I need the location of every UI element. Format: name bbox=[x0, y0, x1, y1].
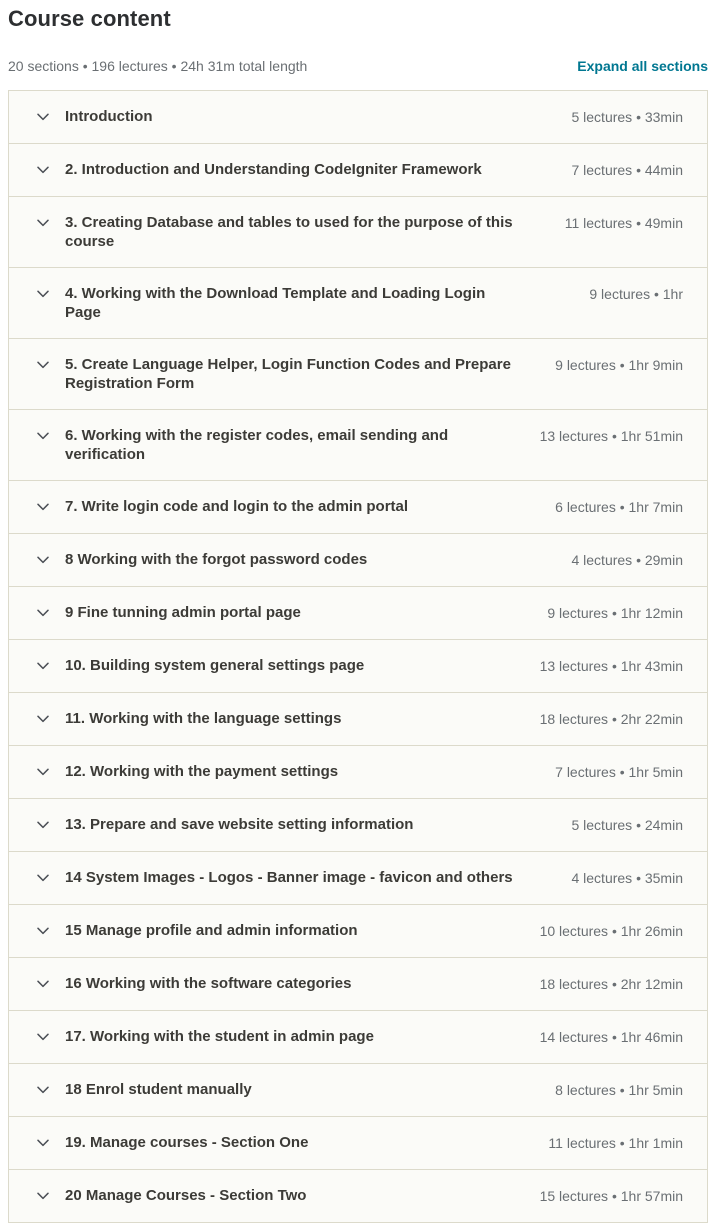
chevron-down-icon bbox=[37, 107, 49, 126]
section-title: 11. Working with the language settings bbox=[65, 710, 342, 727]
section-title: 17. Working with the student in admin page bbox=[65, 1028, 374, 1045]
section-meta: 7 lectures • 1hr 5min bbox=[555, 764, 683, 780]
section-row[interactable] bbox=[9, 745, 707, 798]
section-row[interactable] bbox=[9, 480, 707, 533]
section-title: 20 Manage Courses - Section Two bbox=[65, 1187, 307, 1204]
chevron-down-icon bbox=[37, 426, 49, 445]
section-meta: 9 lectures • 1hr bbox=[589, 286, 683, 302]
chevron-down-icon bbox=[37, 1186, 49, 1205]
section-title: 4. Working with the Download Template and Loading Login Page bbox=[65, 285, 486, 321]
chevron-down-icon bbox=[37, 709, 49, 728]
section-row[interactable] bbox=[9, 692, 707, 745]
chevron-down-icon bbox=[37, 656, 49, 675]
section-meta: 13 lectures • 1hr 51min bbox=[539, 428, 683, 444]
chevron-down-icon bbox=[37, 921, 49, 940]
section-row[interactable] bbox=[9, 904, 707, 957]
chevron-down-icon bbox=[37, 355, 49, 374]
section-meta: 11 lectures • 49min bbox=[564, 215, 683, 231]
section-meta: 9 lectures • 1hr 9min bbox=[555, 357, 683, 373]
section-meta: 7 lectures • 44min bbox=[571, 162, 683, 178]
course-summary: 20 sections • 196 lectures • 24h 31m total length bbox=[8, 58, 308, 74]
section-title: 6. Working with the register codes, email sending and verification bbox=[65, 427, 449, 463]
chevron-down-icon bbox=[37, 1133, 49, 1152]
section-title: 3. Creating Database and tables to used for the purpose of this course bbox=[65, 214, 513, 250]
section-row[interactable] bbox=[9, 143, 707, 196]
section-meta: 11 lectures • 1hr 1min bbox=[548, 1135, 683, 1151]
section-row[interactable] bbox=[9, 957, 707, 1010]
section-row[interactable] bbox=[9, 267, 707, 338]
section-row[interactable] bbox=[9, 1010, 707, 1063]
section-row[interactable] bbox=[9, 639, 707, 692]
section-title: 18 Enrol student manually bbox=[65, 1081, 252, 1098]
chevron-down-icon bbox=[37, 868, 49, 887]
section-row[interactable] bbox=[9, 1169, 707, 1222]
section-title: Introduction bbox=[65, 108, 153, 125]
section-title: 7. Write login code and login to the admin portal bbox=[65, 498, 409, 515]
chevron-down-icon bbox=[37, 603, 49, 622]
chevron-down-icon bbox=[37, 815, 49, 834]
section-title: 16 Working with the software categories bbox=[65, 975, 352, 992]
section-meta: 10 lectures • 1hr 26min bbox=[539, 923, 683, 939]
section-meta: 8 lectures • 1hr 5min bbox=[555, 1082, 683, 1098]
course-content-list bbox=[8, 90, 708, 1223]
section-meta: 18 lectures • 2hr 22min bbox=[539, 711, 683, 727]
chevron-down-icon bbox=[37, 974, 49, 993]
chevron-down-icon bbox=[37, 497, 49, 516]
section-meta: 4 lectures • 29min bbox=[571, 552, 683, 568]
section-title: 13. Prepare and save website setting information bbox=[65, 816, 414, 833]
section-title: 2. Introduction and Understanding CodeIgniter Framework bbox=[65, 161, 482, 178]
section-title: 19. Manage courses - Section One bbox=[65, 1134, 309, 1151]
section-row[interactable] bbox=[9, 851, 707, 904]
chevron-down-icon bbox=[37, 1080, 49, 1099]
section-row[interactable] bbox=[9, 409, 707, 480]
section-row[interactable] bbox=[9, 586, 707, 639]
section-title: 8 Working with the forgot password codes bbox=[65, 551, 368, 568]
section-meta: 13 lectures • 1hr 43min bbox=[539, 658, 683, 674]
section-meta: 15 lectures • 1hr 57min bbox=[539, 1188, 683, 1204]
page-title: Course content bbox=[8, 6, 171, 31]
section-meta: 6 lectures • 1hr 7min bbox=[555, 499, 683, 515]
section-meta: 14 lectures • 1hr 46min bbox=[539, 1029, 683, 1045]
section-title: 5. Create Language Helper, Login Function Codes and Prepare Registration Form bbox=[65, 356, 511, 392]
summary-bar bbox=[8, 58, 708, 74]
section-row[interactable] bbox=[9, 533, 707, 586]
section-meta: 4 lectures • 35min bbox=[571, 870, 683, 886]
section-row[interactable] bbox=[9, 338, 707, 409]
section-row[interactable] bbox=[9, 798, 707, 851]
chevron-down-icon bbox=[37, 550, 49, 569]
section-meta: 5 lectures • 33min bbox=[571, 109, 683, 125]
section-meta: 18 lectures • 2hr 12min bbox=[539, 976, 683, 992]
section-meta: 5 lectures • 24min bbox=[571, 817, 683, 833]
chevron-down-icon bbox=[37, 213, 49, 232]
section-title: 14 System Images - Logos - Banner image - favicon and others bbox=[65, 869, 513, 886]
section-row[interactable] bbox=[9, 1063, 707, 1116]
section-title: 10. Building system general settings page bbox=[65, 657, 365, 674]
chevron-down-icon bbox=[37, 762, 49, 781]
expand-all-sections-button[interactable]: Expand all sections bbox=[577, 58, 708, 74]
section-meta: 9 lectures • 1hr 12min bbox=[547, 605, 683, 621]
chevron-down-icon bbox=[37, 1027, 49, 1046]
chevron-down-icon bbox=[37, 160, 49, 179]
section-row[interactable] bbox=[9, 1116, 707, 1169]
section-title: 9 Fine tunning admin portal page bbox=[65, 604, 301, 621]
section-title: 12. Working with the payment settings bbox=[65, 763, 339, 780]
chevron-down-icon bbox=[37, 284, 49, 303]
section-title: 15 Manage profile and admin information bbox=[65, 922, 358, 939]
section-row[interactable] bbox=[9, 91, 707, 143]
section-row[interactable] bbox=[9, 196, 707, 267]
